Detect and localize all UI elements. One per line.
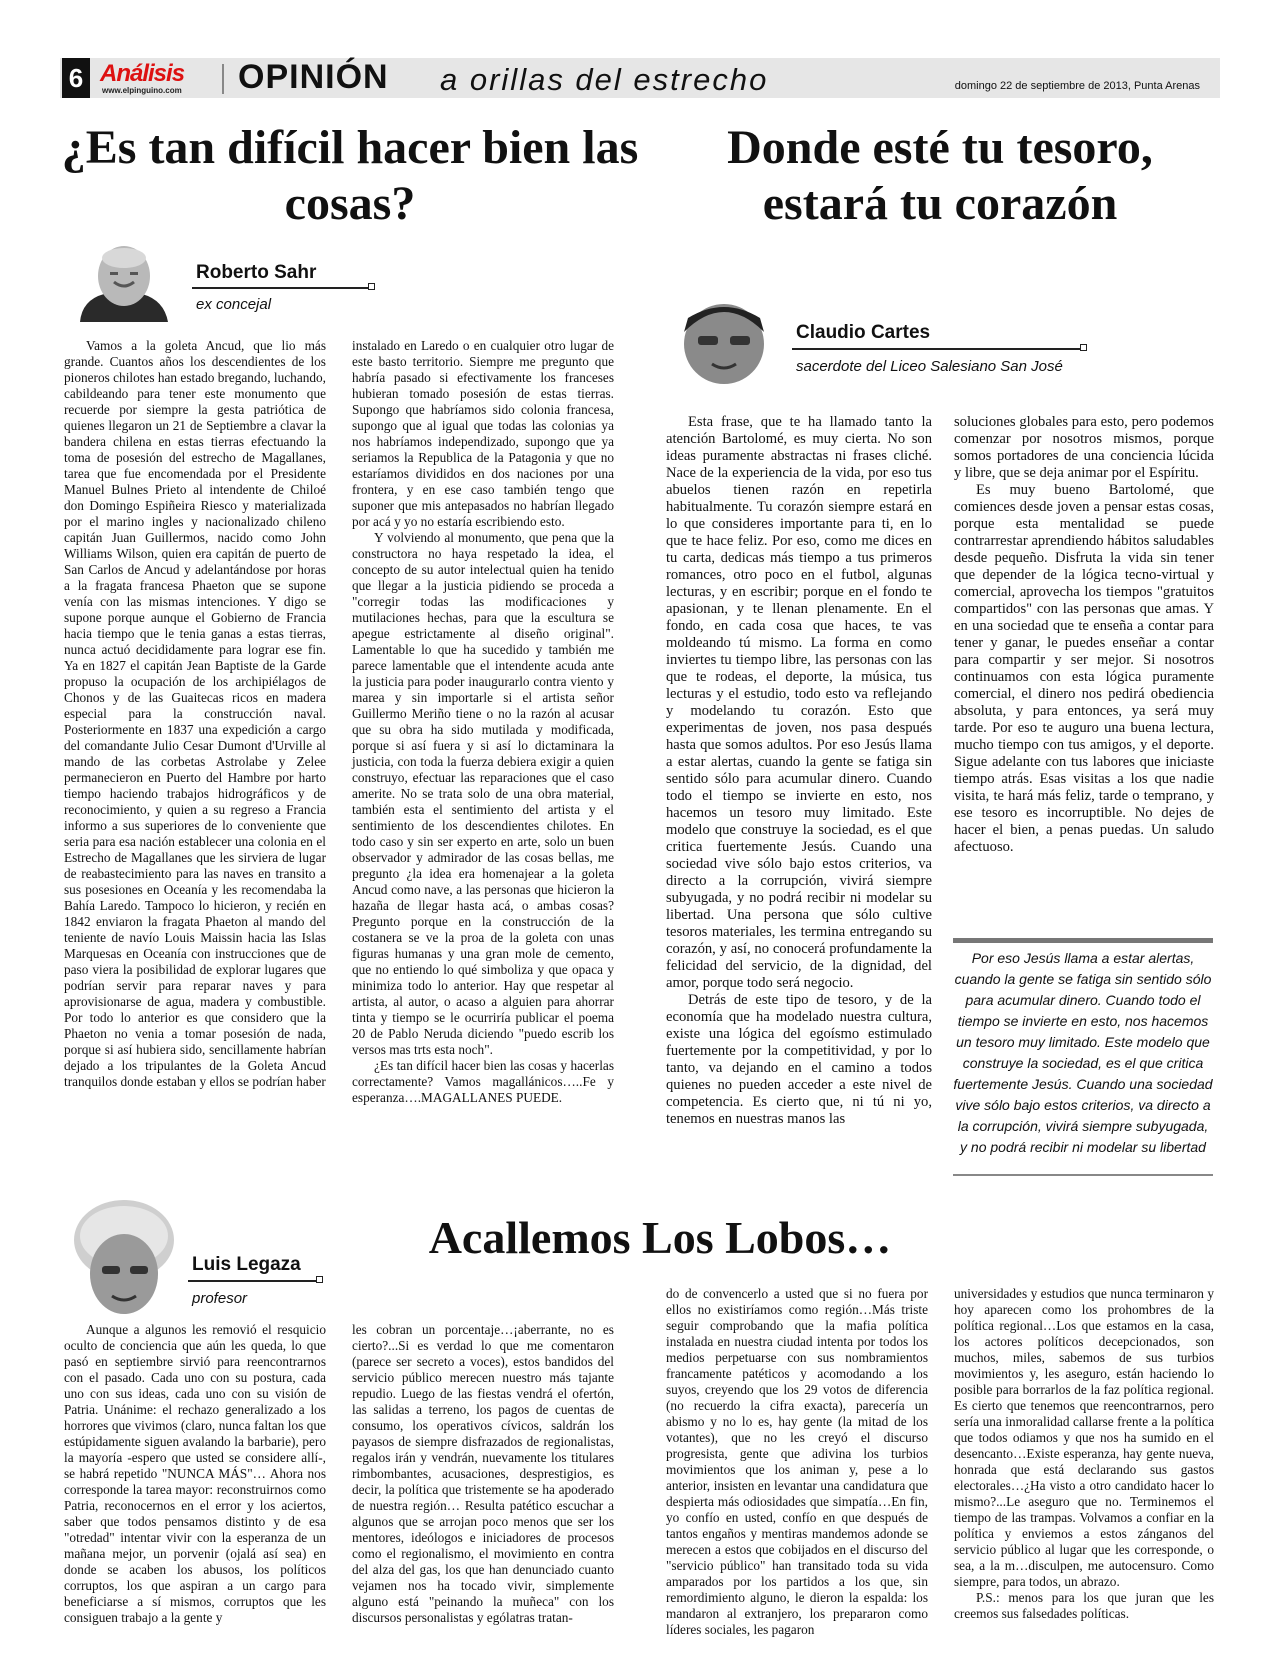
author-rule-end — [368, 283, 375, 290]
article3-headline: Acallemos Los Lobos… — [428, 1212, 892, 1263]
author-rule-end — [1080, 344, 1087, 351]
article2-author-role: sacerdote del Liceo Salesiano San José — [796, 358, 1063, 375]
author-rule-end — [316, 1276, 323, 1283]
paragraph: instalado en Laredo o en cualquier otro lugar de este basto territorio. Siempre me pregunto que habría pasado si efectivamente los franceses hubieran tomado posesión de estas tierras. Supongo que habríamos sido colonia francesa, supongo que al igual que todas las colonias ya nos habríamos independizado, supongo que ya seriamos la Republica de la Patagonia y que no estaríamos divididos en dos naciones por una frontera, y en ese caso también tengo que suponer que mis antepasados no habrían llegado por acá y yo no estaría escribiendo esto. — [352, 338, 614, 529]
paragraph: Es muy bueno Bartolomé, que comiences desde joven a pensar estas cosas, porque esta mentalidad se puede contrarrestar aprendiendo hábitos saludables desde pequeño. Disfruta la vida sin tener que depender de la lógica tecno-virtual y comercial, aprovecha los tiempos "gratuitos compartidos" con las personas que amas. Y en una sociedad que te enseña a contar para tener y ganar, le puedes enseñar a contar para compartir y ser mejor. Si nosotros continuamos con esta lógica puramente comercial, el dinero nos pedirá obediencia absoluta, y para entonces, ya será muy tarde. Por eso te auguro una buena lectura, mucho tiempo con tus amigos, y el deporte. Sigue adelante con tus labores que iniciaste tiempo atrás. Esas visitas a los que nadie visita, te hará más feliz, tarde o temprano, y ese tesoro es incorruptible. No dejes de hacer el bien, a penas puedas. Un saludo afectuoso. — [954, 482, 1214, 855]
article1-headline: ¿Es tan difícil hacer bien las cosas? — [61, 121, 639, 230]
section-subtitle: a orillas del estrecho — [440, 62, 769, 97]
author-rule — [792, 348, 1082, 350]
author-photo-luis-legaza — [62, 1196, 182, 1316]
article3-author: Luis Legaza — [192, 1254, 301, 1275]
newspaper-logo[interactable]: Análisis — [100, 60, 185, 87]
article3-column-2 — [352, 1322, 614, 1626]
article1-author-role: ex concejal — [196, 296, 272, 313]
article1-author: Roberto Sahr — [196, 262, 317, 283]
paragraph: Y volviendo al monumento, que pena que la constructora no haya respetado la idea, el concepto de su autor intelectual quien ha tenido que llegar a la justicia pidiendo se proceda a "corregir todas las modificaciones y mutilaciones hechas, para que la escultura se apegue estrictamente al diseño original". Lamentable lo que ha sucedido y también me parece lamentable que el intendente acuda ante la justicia para poder inaugurarlo contra viento y marea y sin importarle si el artista señor Guillermo Meriño tiene o no la razón al acusar que su obra ha sido mutilada y modificada, porque si así fuera y si así lo dictaminara la justicia, con toda la fuerza debiera exigir a quien construyo, efectuar las reparaciones que el caso amerite. No se trata solo de una obra material, también esta el sentimiento del artista y el sentimiento de los descendientes chilotes. En todo caso y sin ser experto en arte, solo un buen observador y admirador de las cosas bellas, me pregunto ¿la idea era homenajear a la goleta Ancud como nave, a las personas que hicieron la hazaña de llegar hasta acá, o ambas cosas? Pregunto porque en la construcción de la costanera se ve la proa de la goleta con unas figuras humanas y una gran mole de cemento, que no entiendo lo qué simboliza y que opaca y minimiza todo lo anterior. Hay que respetar al artista, al autor, o acaso a alguien para ahorrar tinta y tiempo se le ocurriría publicar el poema 20 de Pablo Neruda diciendo "puedo escrib los versos mas trts esta noch". — [352, 530, 614, 1057]
article3-column-1 — [64, 1322, 326, 1626]
article3-column-4 — [954, 1286, 1214, 1622]
paragraph: Aunque a algunos les removió el resquicio oculto de conciencia que aún les queda, lo que pasó en septiembre sirvió para reencontrarnos con el pasado. Cada uno con su postura, cada uno con sus ideas, cada uno con su visión de Patria. Unánime: el rechazo generalizado a los horrores que vivimos (claro, nunca faltan los que estúpidamente siguen avalando la barbarie), pero la mayoría -espero que usted se considere allí-, se habrá repetido "NUNCA MÁS"… Ahora nos corresponde la tarea mayor: reconstruirnos como Patria, reconocernos en el error y los aciertos, saber que todos pensamos distinto y de esa "otredad" intentar vivir con la esperanza de un mañana mejor, un porvenir (ojalá así sea) en donde se acaben los abusos, los políticos corruptos, los que aspiran a un cargo para beneficiarse a sí mismos, corruptos que les consiguen trabajo a la gente y — [64, 1322, 326, 1625]
paragraph: universidades y estudios que nunca terminaron y hoy aparecen como los prohombres de la política regional…Los que estamos en la casa, los actores políticos decepcionados, son muchos, miles, sabemos de sus turbios movimientos y, les aseguro, están haciendo lo posible para borrarlos de la faz política regional. Es cierto que tenemos que reencontrarnos, pero sería una inmoralidad callarse frente a la política que todos odiamos y que nos ha sumido en el desencanto…Existe esperanza, hay gente nueva, honrada que está declarando sus gastos electorales…¿Ha visto a otro candidato hacer lo mismo?...Le aseguro que no. Terminemos el tiempo de las trampas. Volvamos a confiar en la política y enviemos a estos zánganos del servicio público al lugar que les corresponde, o sea, a la m…disculpen, me autocensuro. Como siempre, para todos, un abrazo. — [954, 1286, 1214, 1589]
header-divider — [222, 64, 224, 94]
newspaper-url[interactable]: www.elpinguino.com — [102, 86, 182, 95]
article1-column-1 — [64, 338, 326, 1090]
portrait-icon — [62, 1196, 182, 1316]
pullquote: Por eso Jesús llama a estar alertas, cuando la gente se fatiga sin sentido sólo para acumular dinero. Cuando todo el tiempo se invierte en esto, nos hacemos un tesoro muy limitado. Este modelo que construye la sociedad, es el que critica fuertemente Jesús. Cuando una sociedad vive sólo bajo estos criterios, va directo a la corrupción, vivirá siempre subyugada, y no podrá recibir ni modelar su libertad — [953, 950, 1213, 1155]
paragraph: Detrás de este tipo de tesoro, y de la economía que ha modelado nuestra cultura, existe una lógica del egoísmo estimulado fuertemente por la competitividad, y por lo tanto, va dejando en el camino a todos quienes no pueden acceder a este nivel de competencia. Es cierto que, ni tú ni yo, tenemos en nuestras manos las — [666, 992, 932, 1127]
article2-column-2 — [954, 414, 1214, 856]
author-photo-roberto-sahr — [62, 244, 182, 322]
portrait-icon — [62, 244, 182, 322]
paragraph: soluciones globales para esto, pero podemos comenzar por nosotros mismos, porque somos portadores de una conciencia lúcida y libre, que se deja animar por el Espíritu. — [954, 414, 1214, 481]
article2-column-1 — [666, 414, 932, 1128]
pullquote-rule-top — [953, 938, 1213, 943]
author-rule — [188, 1280, 318, 1282]
page-number: 6 — [62, 58, 90, 98]
paragraph: Esta frase, que te ha llamado tanto la atención Bartolomé, es muy cierta. No son ideas puramente abstractas ni frases cliché. Nace de la experiencia de la vida, por eso tus abuelos tienen razón en repetirla habitualmente. Tu corazón siempre estará en lo que consideres importante para ti, en lo que te hace feliz. Por eso, como me dices en tu carta, dedicas más tiempo a tus primeros romances, otro poco en el futbol, algunas lecturas, y en escribir; porque en el fondo te apasionan, y te llenan plenamente. En el fondo, en cada cosa que haces, te vas moldeando tú mismo. La forma en como inviertes tu tiempo libre, las personas con las que te rodeas, el deporte, la música, tus lecturas y el estudio, todo esto va reflejando y modelando tu corazón. Esto que experimentas de joven, nos pasa después hasta que somos adultos. Por eso Jesús llama a estar alertas, cuando la gente se fatiga sin sentido sólo para acumular dinero. Cuando todo el tiempo se invierte en esto, nos hacemos un tesoro muy limitado. Este modelo que construye la sociedad, es el que critica fuertemente Jesús. Cuando una sociedad vive sólo bajo estos criterios, va directo a la corrupción, vivirá siempre subyugada, y no podrá recibir ni modelar su libertad. Una persona que sólo cultive tesoros materiales, les termina entregando su corazón, y así, no conocerá profundamente la felicidad del servicio, de la dignidad, del amor, porque todo será negocio. — [666, 414, 932, 991]
paragraph: do de convencerlo a usted que si no fuera por ellos no existiríamos como región…Más triste seguir comprobando que la mafia política instalada en nuestra ciudad intenta por todos los medios perpetuarse con sus nombramientos francamente patéticos y acomodando a los suyos, creyendo que los 29 votos de diferencia (no recuerdo la cifra exacta), parecería un abismo y no lo es, hay gente (la mitad de los votantes), que no les creyó el discurso progresista, gente que adivina los turbios movimientos que los animan y, pese a lo anterior, insisten en levantar una candidatura que despierta más odiosidades que simpatía…En fin, yo confío en usted, confío en que después de tantos engaños y mentiras mandemos adonde se merecen a estos que cobijados en el discurso del "servicio público" han transitado toda su vida amparados por los partidos a los que, sin remordimiento alguno, le dieron la espalda: los mandaron al extranjero, los prepararon como líderes sociales, les pagaron — [666, 1286, 928, 1637]
paragraph: Vamos a la goleta Ancud, que lio más grande. Cuantos años los descendientes de los pioneros chilotes han estado bregando, luchando, cabildeando para tener este monumento que recuerde por siempre la gesta patriótica de quienes llegaron un 21 de Septiembre a clavar la bandera chilena en estas tierras efectuando la toma de posesión del estrecho de Magallanes, tarea que fue encomendada por el Presidente Manuel Bulnes Prieto al intendente de Chiloé don Domingo Espiñeira Riesco y materializada por el marino ingles y nacionalizado chileno capitán Juan Guillermos, nacido como John Williams Wilson, quien era capitán de puerto de San Carlos de Ancud y adelantándose por horas a la fragata francesa Phaeton que se supone venía con las mismas intenciones. Y digo se supone porque aunque el Gobierno de Francia hacia tiempo que le tenia ganas a estas tierras, nunca actuó decididamente para lograr ese fin. Ya en 1827 el capitán Jean Baptiste de la Garde propuso la ocupación de los archipiélagos de Chonos y de las Guaitecas ricos en madera especial para la construcción naval. Posteriormente en 1837 una expedición a cargo del comandante Julio Cesar Dumont d'Urville al mando de las corbetas Astrolabe y Zelee permanecieron en Puerto del Hambre por harto tiempo haciendo trabajos hidrográficos y de reconocimiento, y quien a su regreso a Francia informo a sus superiores de lo conveniente que seria para esa nación establecer una colonia en el Estrecho de Magallanes que les sirviera de lugar de reabastecimiento para las naves en transito a sus posesiones en Oceanía y les recomendaba la Bahía Laredo. Tampoco lo hicieron, y recién en 1842 enviaron la fragata Phaeton al mando del teniente de navío Louis Maissin hacia las Islas Marquesas en Oceanía con instrucciones que de paso viera la posibilidad de explorar lugares que podrían servir para reparar naves y para aprovisionarse de agua, madera y combustible. Por todo lo anterior es que considero que la Phaeton no venia a tomar posesión de nada, porque si así hubiera sido, sencillamente habrían dejado a los tripulantes de la Goleta Ancud tranquilos donde estaban y ellos se podrían haber — [64, 338, 326, 1089]
paragraph: ¿Es tan difícil hacer bien las cosas y hacerlas correctamente? Vamos magallánicos…..Fe y esperanza….MAGALLANES PUEDE. — [352, 1058, 614, 1105]
author-rule — [192, 287, 370, 289]
author-photo-claudio-cartes — [664, 298, 784, 386]
portrait-icon — [664, 298, 784, 386]
section-title: OPINIÓN — [238, 58, 389, 96]
article3-author-role: profesor — [192, 1290, 248, 1307]
pullquote-rule-bottom — [953, 1174, 1213, 1176]
paragraph: les cobran un porcentaje…¡aberrante, no es cierto?...Si es verdad lo que me comentaron (parece ser secreto a voces), estos bandidos del servicio público merecen nuestro más tajante repudio. Luego de las fiestas vendrá el ofertón, las salidas a terreno, los pagos de cuentas de consumo, los operativos cívicos, saldrán los payasos de siempre disfrazados de regionalistas, regalos irán y vendrán, nuevamente los titulares rimbombantes, acusaciones, desprestigios, es decir, la política que tristemente se ha apoderado de nuestra región… Resulta patético escuchar a algunos que se arrojan poco menos que ser los mentores, ideólogos e iniciadores de procesos como el regionalismo, el movimiento en contra del alza del gas, los que han denunciado cuanto vejamen nos ha tocado vivir, simplemente alguno está "peinando la muñeca" con los discursos personalistas y ególatras tratan- — [352, 1322, 614, 1625]
article3-column-3 — [666, 1286, 928, 1638]
paragraph: P.S.: menos para los que juran que les creemos sus falsedades políticas. — [954, 1590, 1214, 1621]
dateline: domingo 22 de septiembre de 2013, Punta Arenas — [954, 80, 1200, 92]
article2-headline: Donde esté tu tesoro, estará tu corazón — [727, 121, 1153, 230]
article2-author: Claudio Cartes — [796, 322, 931, 343]
article1-column-2 — [352, 338, 614, 1106]
